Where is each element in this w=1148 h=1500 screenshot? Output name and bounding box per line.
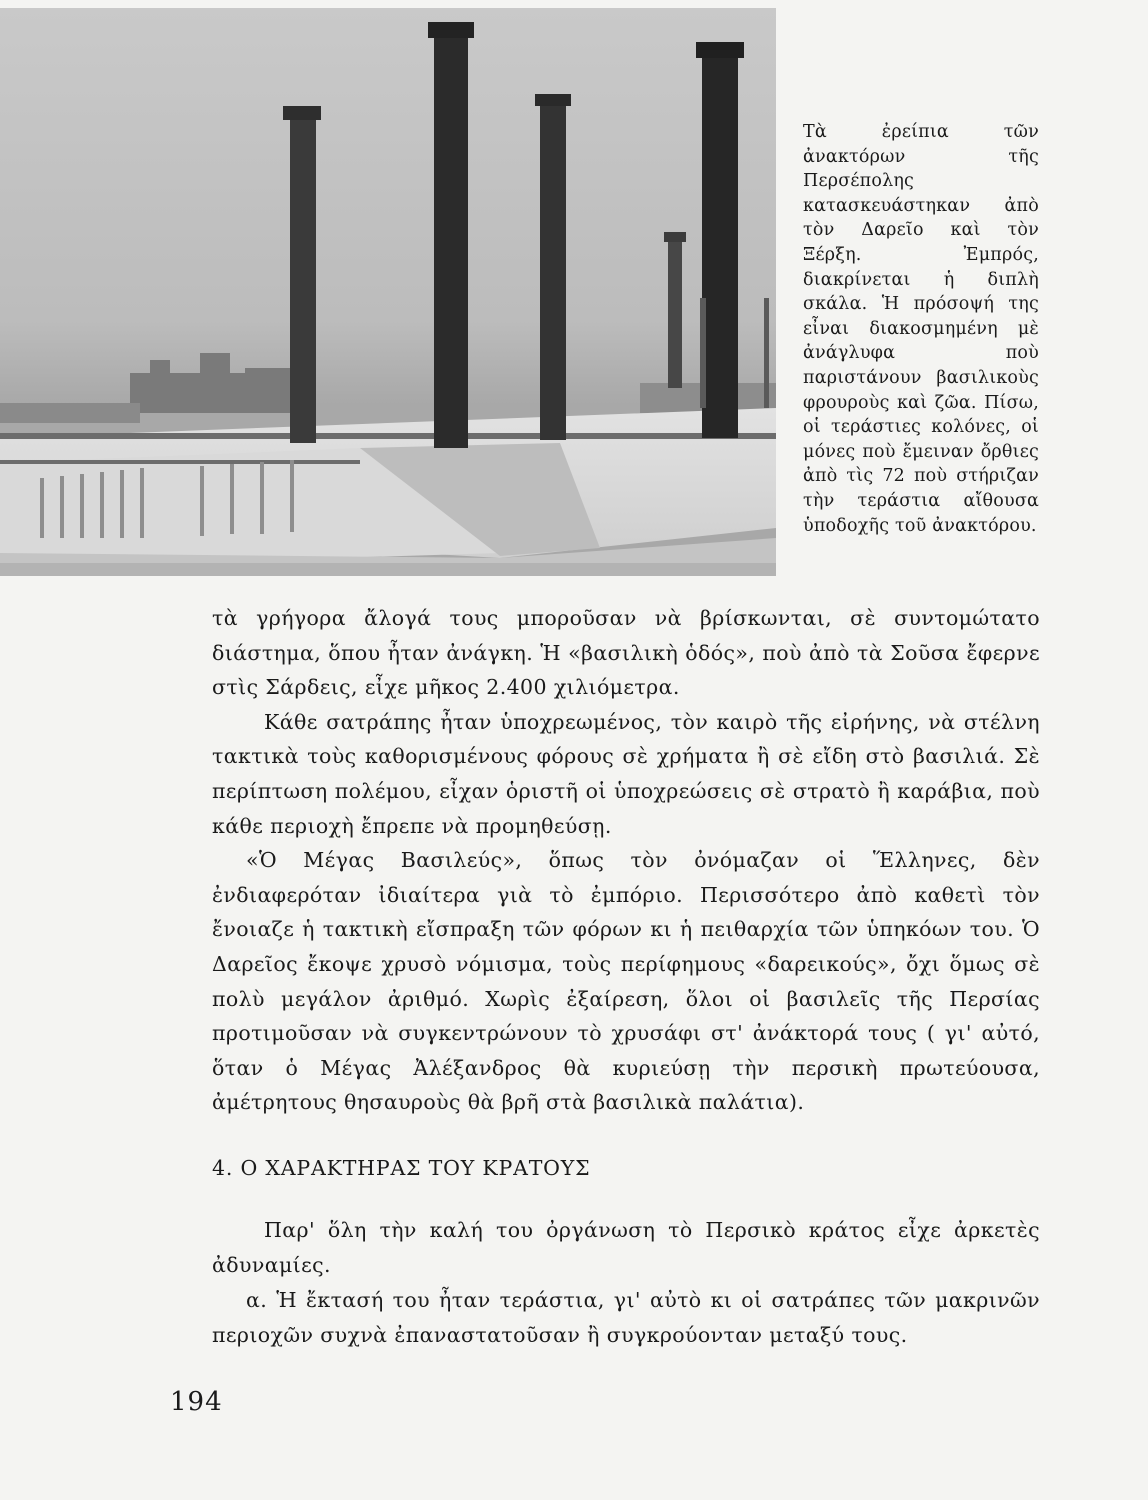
figure-caption: Τὰ ἐρείπια τῶν ἀνακτόρων τῆς Περσέπολης κατασκευάστηκαν ἀπὸ τὸν Δαρεῖο καὶ τὸν Ξέρξη. Ἐμπρός, διακρίνεται ἡ διπλὴ σκάλα. Ἡ πρόσοψή της εἶναι διακοσμημένη μὲ ἀνάγλυφα ποὺ παριστάνουν βασιλικοὺς φρουροὺς καὶ ζῶα. Πίσω, οἱ τεράστιες κολόνες, οἱ μόνες ποὺ ἔμειναν ὄρθιες ἀπὸ τὶς 72 ποὺ στήριζαν τὴν τεράστια αἴθουσα ὑποδοχῆς τοῦ ἀνακτόρου.: [803, 122, 1039, 536]
persepolis-photo: [0, 8, 776, 576]
section-text: [212, 1213, 1040, 1353]
paragraph: τὰ γρήγορα ἄλογά τους μποροῦσαν νὰ βρίσκωνται, σὲ συντομώτατο διάστημα, ὅπου ἦταν ἀνάγκη. Ἡ «βασιλικὴ ὁδός», ποὺ ἀπὸ τὰ Σοῦσα ἔφερνε στὶς Σάρδεις, εἶχε μῆκος 2.400 χιλιόμετρα.: [212, 606, 1040, 700]
persepolis-illustration: [0, 8, 776, 576]
main-text: [212, 601, 1040, 1120]
section-heading: 4. Ο ΧΑΡΑΚΤΗΡΑΣ ΤΟΥ ΚΡΑΤΟΥΣ: [212, 1156, 591, 1180]
page-number: 194: [170, 1387, 223, 1417]
paragraph: α. Ἡ ἔκτασή του ἦταν τεράστια, γι' αὐτὸ κι οἱ σατράπες τῶν μακρινῶν περιοχῶν συχνὰ ἐπαναστατοῦσαν ἢ συγκρούονταν μεταξύ τους.: [212, 1288, 1040, 1347]
paragraph: Παρ' ὅλη τὴν καλή του ὀργάνωση τὸ Περσικὸ κράτος εἶχε ἀρκετὲς ἀδυναμίες.: [212, 1218, 1040, 1277]
paragraph: Κάθε σατράπης ἦταν ὑποχρεωμένος, τὸν καιρὸ τῆς εἰρήνης, νὰ στέλνη τακτικὰ τοὺς καθορισμένους φόρους σὲ χρήματα ἢ σὲ εἴδη στὸ βασιλιά. Σὲ περίπτωση πολέμου, εἶχαν ὁριστῆ οἱ ὑποχρεώσεις σὲ στρατὸ ἢ καράβια, ποὺ κάθε περιοχὴ ἔπρεπε νὰ προμηθεύσῃ.: [212, 709, 1040, 838]
paragraph: «Ὁ Μέγας Βασιλεύς», ὅπως τὸν ὀνόμαζαν οἱ Ἕλληνες, δὲν ἐνδιαφερόταν ἰδιαίτερα γιὰ τὸ ἐμπόριο. Περισσότερο ἀπὸ καθετὶ τὸν ἔνοιαζε ἡ τακτικὴ εἴσπραξη τῶν φόρων κι ἡ πειθαρχία τῶν ὑπηκόων του. Ὁ Δαρεῖος ἔκοψε χρυσὸ νόμισμα, τοὺς περίφημους «δαρεικούς», ὄχι ὅμως σὲ πολὺ μεγάλον ἀριθμό. Χωρὶς ἐξαίρεση, ὅλοι οἱ βασιλεῖς τῆς Περσίας προτιμοῦσαν νὰ συγκεντρώνουν τὸ χρυσάφι στ' ἀνάκτορά τους ( γι' αὐτό, ὅταν ὁ Μέγας Ἀλέξανδρος θὰ κυριεύσῃ τὴν περσικὴ πρωτεύουσα, ἀμέτρητους θησαυροὺς θὰ βρῆ στὰ βασιλικὰ παλάτια).: [212, 848, 1040, 1115]
terrace: [0, 408, 776, 576]
